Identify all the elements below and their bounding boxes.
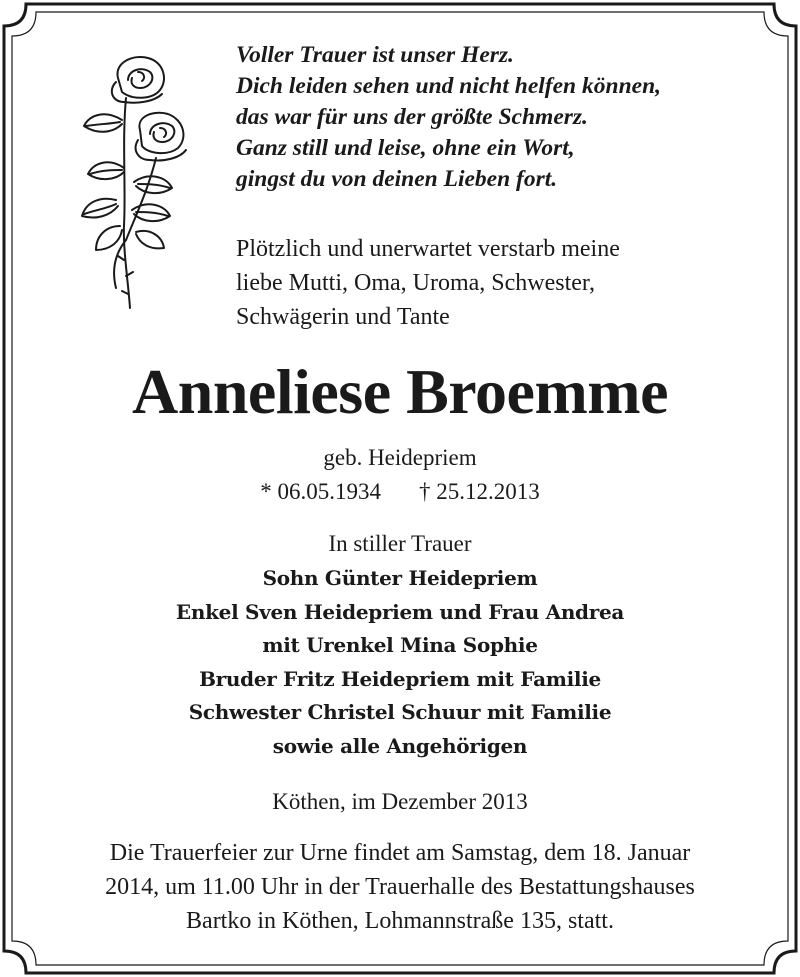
poem (236, 40, 776, 195)
funeral-notice (0, 836, 800, 938)
birth-name: geb. Heidepriem (323, 445, 477, 470)
mourner: Bruder Fritz Heidepriem mit Familie (199, 666, 601, 691)
poem-line: Ganz still und leise, ohne ein Wort, (236, 135, 575, 161)
deceased-name: Anneliese Broemme (132, 356, 668, 427)
funeral-line: Die Trauerfeier zur Urne findet am Samstag, dem 18. Januar (109, 840, 691, 866)
intro-line: Plötzlich und unerwartet verstarb meine (236, 236, 620, 262)
mourner: Schwester Christel Schuur mit Familie (188, 700, 612, 724)
poem-line: Dich leiden sehen und nicht helfen können, (236, 73, 662, 99)
poem-line: gingst du von deinen Lieben fort. (236, 166, 558, 192)
mourner: Enkel Sven Heidepriem und Frau Andrea (175, 599, 625, 624)
mourners-list (0, 562, 800, 763)
announcement-intro (236, 232, 776, 334)
mourner: Sohn Günter Heidepriem (262, 566, 538, 590)
poem-line: das war für uns der größte Schmerz. (236, 104, 588, 130)
intro-line: liebe Mutti, Oma, Uroma, Schwester, (236, 270, 595, 296)
intro-line: Schwägerin und Tante (236, 304, 450, 330)
life-dates (0, 476, 800, 508)
birth-date: * 06.05.1934 (260, 479, 381, 504)
mourner: sowie alle Angehörigen (272, 733, 528, 758)
funeral-line: 2014, um 11.00 Uhr in der Trauerhalle des Bestattungshauses (105, 874, 695, 900)
funeral-line: Bartko in Köthen, Lohmannstraße 135, statt. (186, 908, 614, 934)
poem-line: Voller Trauer ist unser Herz. (236, 42, 514, 68)
place-date: Köthen, im Dezember 2013 (272, 789, 528, 814)
rose-icon (56, 50, 196, 312)
mourner: mit Urenkel Mina Sophie (262, 633, 538, 657)
mourning-intro: In stiller Trauer (328, 531, 472, 556)
death-date: † 25.12.2013 (419, 479, 540, 504)
